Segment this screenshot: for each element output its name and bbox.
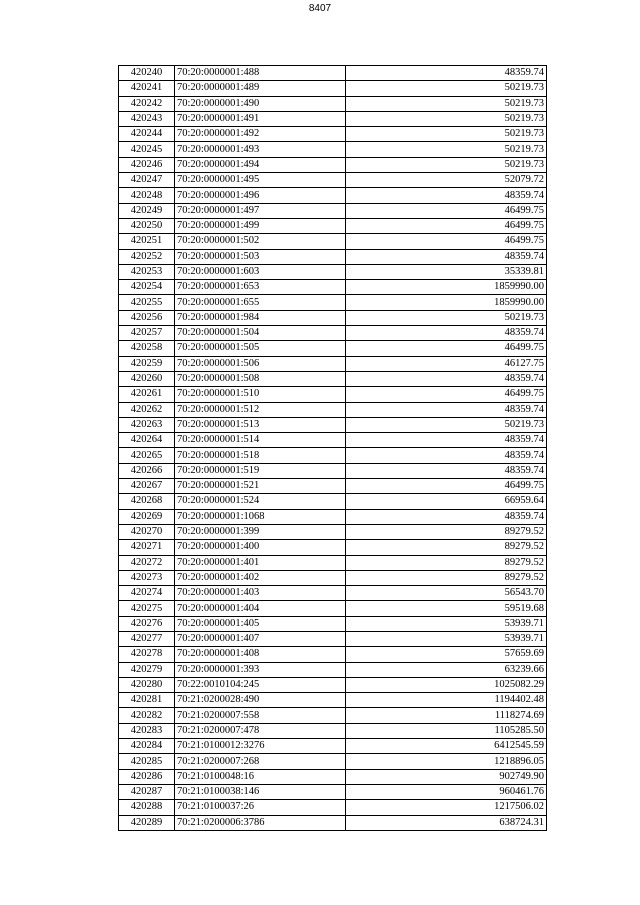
- table-row: [119, 249, 547, 264]
- cadastral-number-cell: 70:21:0100038:146: [175, 784, 346, 799]
- cadastral-number-cell: 70:20:0000001:505: [175, 341, 346, 356]
- table-row: [119, 417, 547, 432]
- row-number-cell: 420261: [119, 387, 175, 402]
- table-row: [119, 693, 547, 708]
- table-row: [119, 800, 547, 815]
- cadastral-value-cell: 48359.74: [346, 66, 547, 81]
- row-number-cell: 420266: [119, 463, 175, 478]
- table-row: [119, 769, 547, 784]
- cadastral-value-cell: 50219.73: [346, 142, 547, 157]
- row-number-cell: 420278: [119, 647, 175, 662]
- cadastral-number-cell: 70:20:0000001:491: [175, 111, 346, 126]
- table-row: [119, 815, 547, 830]
- cadastral-value-cell: 1025082.29: [346, 677, 547, 692]
- cadastral-value-cell: 1194402.48: [346, 693, 547, 708]
- table-row: [119, 448, 547, 463]
- table-row: [119, 81, 547, 96]
- row-number-cell: 420274: [119, 586, 175, 601]
- cadastral-value-cell: 50219.73: [346, 81, 547, 96]
- table-row: [119, 555, 547, 570]
- cadastral-value-cell: 46499.75: [346, 479, 547, 494]
- cadastral-number-cell: 70:20:0000001:502: [175, 234, 346, 249]
- cadastral-number-cell: 70:20:0000001:521: [175, 479, 346, 494]
- cadastral-number-cell: 70:21:0200007:268: [175, 754, 346, 769]
- row-number-cell: 420254: [119, 280, 175, 295]
- cadastral-number-cell: 70:20:0000001:496: [175, 188, 346, 203]
- cadastral-value-cell: 56543.70: [346, 586, 547, 601]
- row-number-cell: 420260: [119, 371, 175, 386]
- cadastral-value-cell: 46499.75: [346, 234, 547, 249]
- row-number-cell: 420286: [119, 769, 175, 784]
- table-row: [119, 708, 547, 723]
- cadastral-number-cell: 70:20:0000001:518: [175, 448, 346, 463]
- table-row: [119, 662, 547, 677]
- cadastral-number-cell: 70:21:0100048:16: [175, 769, 346, 784]
- row-number-cell: 420251: [119, 234, 175, 249]
- row-number-cell: 420284: [119, 739, 175, 754]
- table-row: [119, 739, 547, 754]
- cadastral-number-cell: 70:20:0000001:489: [175, 81, 346, 96]
- cadastral-value-cell: 57659.69: [346, 647, 547, 662]
- cadastral-value-cell: 48359.74: [346, 509, 547, 524]
- cadastral-number-cell: 70:20:0000001:603: [175, 264, 346, 279]
- page-number: 8407: [308, 3, 332, 14]
- cadastral-value-cell: 50219.73: [346, 96, 547, 111]
- cadastral-number-cell: 70:20:0000001:514: [175, 433, 346, 448]
- cadastral-value-cell: 1217506.02: [346, 800, 547, 815]
- table-row: [119, 111, 547, 126]
- row-number-cell: 420263: [119, 417, 175, 432]
- row-number-cell: 420262: [119, 402, 175, 417]
- table-row: [119, 784, 547, 799]
- cadastral-value-cell: 63239.66: [346, 662, 547, 677]
- row-number-cell: 420257: [119, 326, 175, 341]
- row-number-cell: 420255: [119, 295, 175, 310]
- table-row: [119, 264, 547, 279]
- cadastral-value-cell: 50219.73: [346, 310, 547, 325]
- row-number-cell: 420283: [119, 723, 175, 738]
- cadastral-number-cell: 70:20:0000001:519: [175, 463, 346, 478]
- table-row: [119, 616, 547, 631]
- cadastral-number-cell: 70:20:0000001:508: [175, 371, 346, 386]
- cadastral-value-cell: 50219.73: [346, 111, 547, 126]
- cadastral-number-cell: 70:21:0200007:558: [175, 708, 346, 723]
- table-row: [119, 173, 547, 188]
- cadastral-number-cell: 70:20:0000001:984: [175, 310, 346, 325]
- cadastral-value-cell: 46499.75: [346, 203, 547, 218]
- row-number-cell: 420259: [119, 356, 175, 371]
- cadastral-value-table: [118, 65, 547, 831]
- table-row: [119, 203, 547, 218]
- row-number-cell: 420247: [119, 173, 175, 188]
- row-number-cell: 420245: [119, 142, 175, 157]
- table-row: [119, 463, 547, 478]
- cadastral-value-cell: 48359.74: [346, 433, 547, 448]
- table-body: [119, 66, 547, 831]
- cadastral-value-cell: 46499.75: [346, 387, 547, 402]
- cadastral-number-cell: 70:20:0000001:399: [175, 524, 346, 539]
- table-row: [119, 356, 547, 371]
- cadastral-number-cell: 70:21:0200028:490: [175, 693, 346, 708]
- row-number-cell: 420249: [119, 203, 175, 218]
- row-number-cell: 420268: [119, 494, 175, 509]
- row-number-cell: 420275: [119, 601, 175, 616]
- table-row: [119, 586, 547, 601]
- row-number-cell: 420269: [119, 509, 175, 524]
- row-number-cell: 420250: [119, 218, 175, 233]
- cadastral-number-cell: 70:20:0000001:407: [175, 631, 346, 646]
- table-row: [119, 433, 547, 448]
- cadastral-number-cell: 70:20:0000001:510: [175, 387, 346, 402]
- table-row: [119, 127, 547, 142]
- table-row: [119, 601, 547, 616]
- cadastral-value-cell: 960461.76: [346, 784, 547, 799]
- cadastral-number-cell: 70:20:0000001:403: [175, 586, 346, 601]
- cadastral-value-cell: 46499.75: [346, 341, 547, 356]
- cadastral-value-cell: 46499.75: [346, 218, 547, 233]
- cadastral-value-cell: 638724.31: [346, 815, 547, 830]
- cadastral-number-cell: 70:20:0000001:506: [175, 356, 346, 371]
- table-row: [119, 188, 547, 203]
- cadastral-value-cell: 53939.71: [346, 616, 547, 631]
- table-row: [119, 677, 547, 692]
- cadastral-number-cell: 70:22:0010104:245: [175, 677, 346, 692]
- cadastral-value-cell: 1859990.00: [346, 295, 547, 310]
- cadastral-number-cell: 70:21:0200007:478: [175, 723, 346, 738]
- table-row: [119, 479, 547, 494]
- cadastral-value-cell: 1105285.50: [346, 723, 547, 738]
- table-row: [119, 524, 547, 539]
- row-number-cell: 420264: [119, 433, 175, 448]
- row-number-cell: 420276: [119, 616, 175, 631]
- row-number-cell: 420267: [119, 479, 175, 494]
- cadastral-number-cell: 70:20:0000001:393: [175, 662, 346, 677]
- table-row: [119, 631, 547, 646]
- row-number-cell: 420265: [119, 448, 175, 463]
- table-row: [119, 387, 547, 402]
- cadastral-value-cell: 48359.74: [346, 402, 547, 417]
- cadastral-value-cell: 1218896.05: [346, 754, 547, 769]
- row-number-cell: 420288: [119, 800, 175, 815]
- cadastral-value-cell: 48359.74: [346, 326, 547, 341]
- row-number-cell: 420279: [119, 662, 175, 677]
- row-number-cell: 420285: [119, 754, 175, 769]
- cadastral-number-cell: 70:20:0000001:400: [175, 540, 346, 555]
- cadastral-value-cell: 48359.74: [346, 371, 547, 386]
- table-row: [119, 371, 547, 386]
- cadastral-number-cell: 70:20:0000001:503: [175, 249, 346, 264]
- table-row: [119, 326, 547, 341]
- table-row: [119, 570, 547, 585]
- row-number-cell: 420241: [119, 81, 175, 96]
- row-number-cell: 420256: [119, 310, 175, 325]
- row-number-cell: 420246: [119, 157, 175, 172]
- row-number-cell: 420248: [119, 188, 175, 203]
- row-number-cell: 420287: [119, 784, 175, 799]
- table-row: [119, 295, 547, 310]
- cadastral-value-cell: 48359.74: [346, 463, 547, 478]
- cadastral-number-cell: 70:20:0000001:405: [175, 616, 346, 631]
- row-number-cell: 420243: [119, 111, 175, 126]
- cadastral-value-cell: 59519.68: [346, 601, 547, 616]
- row-number-cell: 420253: [119, 264, 175, 279]
- table-row: [119, 66, 547, 81]
- cadastral-number-cell: 70:20:0000001:493: [175, 142, 346, 157]
- cadastral-number-cell: 70:21:0100037:26: [175, 800, 346, 815]
- cadastral-number-cell: 70:20:0000001:524: [175, 494, 346, 509]
- cadastral-number-cell: 70:20:0000001:401: [175, 555, 346, 570]
- cadastral-number-cell: 70:20:0000001:504: [175, 326, 346, 341]
- cadastral-value-cell: 1859990.00: [346, 280, 547, 295]
- cadastral-number-cell: 70:20:0000001:408: [175, 647, 346, 662]
- row-number-cell: 420271: [119, 540, 175, 555]
- cadastral-number-cell: 70:20:0000001:492: [175, 127, 346, 142]
- table-row: [119, 647, 547, 662]
- cadastral-value-cell: 48359.74: [346, 448, 547, 463]
- cadastral-number-cell: 70:20:0000001:499: [175, 218, 346, 233]
- row-number-cell: 420289: [119, 815, 175, 830]
- row-number-cell: 420281: [119, 693, 175, 708]
- table-row: [119, 754, 547, 769]
- cadastral-value-cell: 6412545.59: [346, 739, 547, 754]
- table-row: [119, 280, 547, 295]
- cadastral-value-cell: 52079.72: [346, 173, 547, 188]
- row-number-cell: 420272: [119, 555, 175, 570]
- cadastral-value-cell: 902749.90: [346, 769, 547, 784]
- table-row: [119, 310, 547, 325]
- row-number-cell: 420273: [119, 570, 175, 585]
- cadastral-number-cell: 70:20:0000001:488: [175, 66, 346, 81]
- cadastral-number-cell: 70:20:0000001:495: [175, 173, 346, 188]
- row-number-cell: 420242: [119, 96, 175, 111]
- cadastral-number-cell: 70:20:0000001:653: [175, 280, 346, 295]
- table-row: [119, 540, 547, 555]
- table-row: [119, 723, 547, 738]
- cadastral-number-cell: 70:20:0000001:490: [175, 96, 346, 111]
- cadastral-value-cell: 89279.52: [346, 524, 547, 539]
- table-row: [119, 218, 547, 233]
- cadastral-number-cell: 70:20:0000001:512: [175, 402, 346, 417]
- cadastral-value-cell: 53939.71: [346, 631, 547, 646]
- cadastral-value-cell: 50219.73: [346, 417, 547, 432]
- table-row: [119, 402, 547, 417]
- row-number-cell: 420258: [119, 341, 175, 356]
- cadastral-value-cell: 89279.52: [346, 555, 547, 570]
- row-number-cell: 420280: [119, 677, 175, 692]
- cadastral-number-cell: 70:20:0000001:402: [175, 570, 346, 585]
- table-row: [119, 341, 547, 356]
- row-number-cell: 420270: [119, 524, 175, 539]
- cadastral-value-cell: 89279.52: [346, 570, 547, 585]
- cadastral-value-cell: 35339.81: [346, 264, 547, 279]
- table-row: [119, 157, 547, 172]
- table-row: [119, 96, 547, 111]
- cadastral-value-cell: 89279.52: [346, 540, 547, 555]
- cadastral-value-cell: 1118274.69: [346, 708, 547, 723]
- cadastral-value-cell: 50219.73: [346, 127, 547, 142]
- cadastral-number-cell: 70:20:0000001:494: [175, 157, 346, 172]
- cadastral-value-cell: 50219.73: [346, 157, 547, 172]
- row-number-cell: 420252: [119, 249, 175, 264]
- table-row: [119, 509, 547, 524]
- row-number-cell: 420244: [119, 127, 175, 142]
- row-number-cell: 420282: [119, 708, 175, 723]
- cadastral-number-cell: 70:20:0000001:404: [175, 601, 346, 616]
- table-row: [119, 142, 547, 157]
- row-number-cell: 420277: [119, 631, 175, 646]
- cadastral-number-cell: 70:21:0200006:3786: [175, 815, 346, 830]
- row-number-cell: 420240: [119, 66, 175, 81]
- table-row: [119, 234, 547, 249]
- cadastral-value-cell: 48359.74: [346, 249, 547, 264]
- table-row: [119, 494, 547, 509]
- cadastral-value-cell: 66959.64: [346, 494, 547, 509]
- cadastral-number-cell: 70:20:0000001:497: [175, 203, 346, 218]
- cadastral-number-cell: 70:20:0000001:655: [175, 295, 346, 310]
- cadastral-number-cell: 70:20:0000001:513: [175, 417, 346, 432]
- cadastral-number-cell: 70:21:0100012:3276: [175, 739, 346, 754]
- cadastral-number-cell: 70:20:0000001:1068: [175, 509, 346, 524]
- cadastral-value-cell: 48359.74: [346, 188, 547, 203]
- cadastral-value-cell: 46127.75: [346, 356, 547, 371]
